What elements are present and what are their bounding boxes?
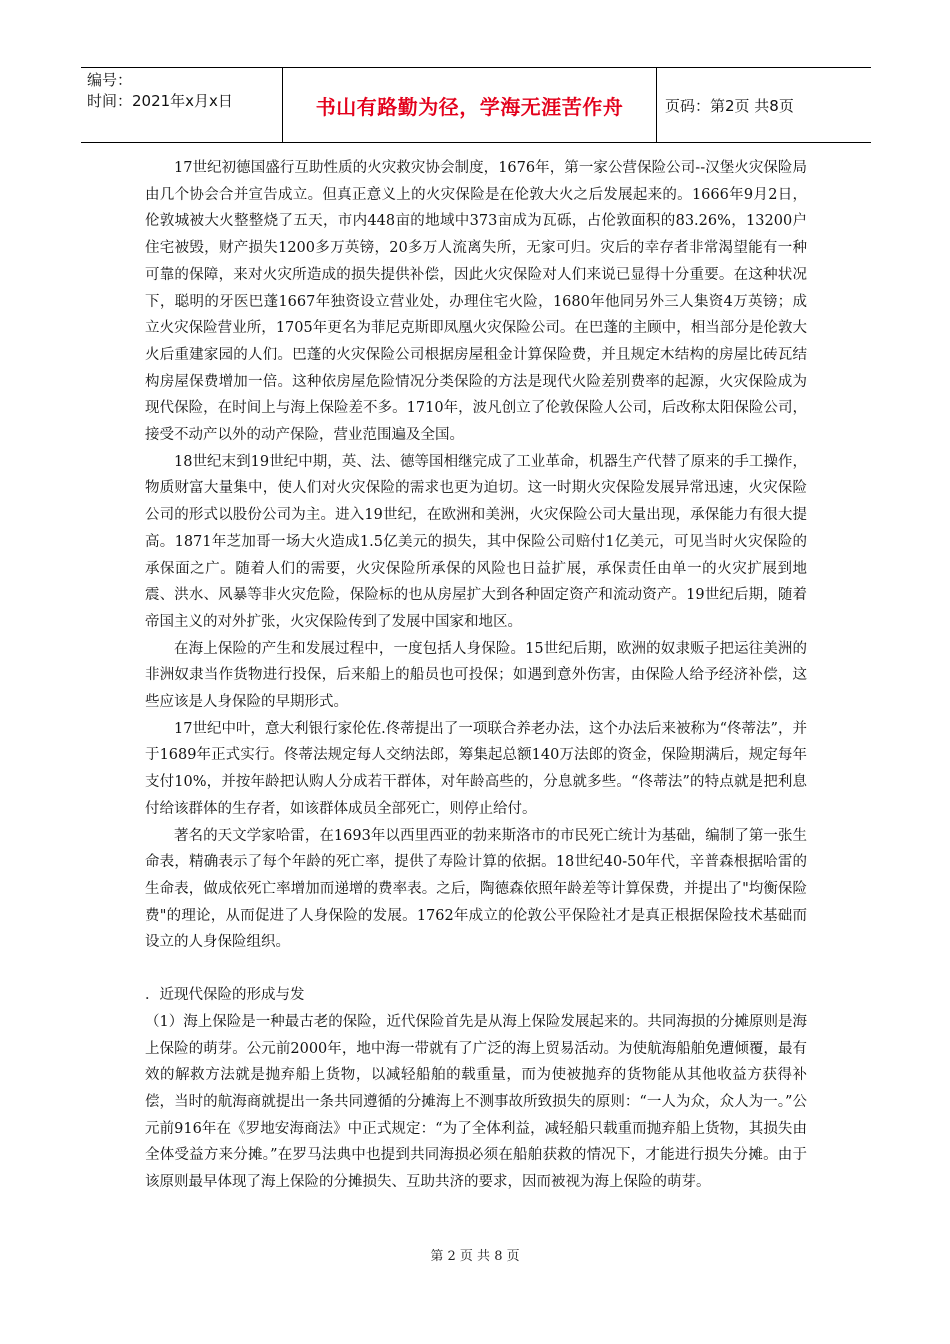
header-meta — [81, 68, 283, 142]
document-body — [145, 155, 807, 1196]
header-motto-cell — [283, 68, 657, 142]
paragraph-life-insurance-origin: 在海上保险的产生和发展过程中，一度包括人身保险。15世纪后期，欧洲的奴隶贩子把运往美洲的非洲奴隶当作货物进行投保，后来船上的船员也可投保；如遇到意外伤害，由保险人给予经济补偿，这些应该是人身保险的早期形式。 — [145, 640, 807, 711]
page-footer: 第 2 页 共 8 页 — [430, 1249, 520, 1264]
page-header — [81, 67, 871, 143]
document-time-label: 时间：2021年x月x日 — [87, 92, 233, 110]
paragraph-marine-insurance: （1）海上保险是一种最古老的保险，近代保险首先是从海上保险发展起来的。共同海损的分摊原则是海上保险的萌芽。公元前2000年，地中海一带就有了广泛的海上贸易活动。为使航海船舶免遭倾覆，最有效的解救方法就是抛弃船上货物，以减轻船舶的载重量，而为使被抛弃的货物能从其他收益方获得补偿，当时的航海商就提出一条共同遵循的分摊海上不测事故所致损失的原则：“一人为众，众人为一。”公元前916年在《罗地安海商法》中正式规定：“为了全体利益，减轻船只载重而抛弃船上货物，其损失由全体受益方来分摊。”在罗马法典中也提到共同海损必须在船舶获救的情况下，才能进行损失分摊。由于该原则最早体现了海上保险的分摊损失、互助共济的要求，因而被视为海上保险的萌芽。 — [145, 1013, 807, 1191]
paragraph-fire-insurance-origin: 17世纪初德国盛行互助性质的火灾救灾协会制度，1676年，第一家公营保险公司--汉堡火灾保险局由几个协会合并宣告成立。但真正意义上的火灾保险是在伦敦大火之后发展起来的。1666年9月2日，伦敦城被大火整整烧了五天，市内448亩的地域中373亩成为瓦砾，占伦敦面积的83.26%，13200户住宅被毁，财产损失1200多万英镑，20多万人流离失所，无家可归。灾后的幸存者非常渴望能有一种可靠的保障，来对火灾所造成的损失提供补偿，因此火灾保险对人们来说已显得十分重要。在这种状况下，聪明的牙医巴蓬1667年独资设立营业处，办理住宅火险，1680年他同另外三人集资4万英镑；成立火灾保险营业所，1705年更名为菲尼克斯即凤凰火灾保险公司。在巴蓬的主顾中，相当部分是伦敦大火后重建家园的人们。巴蓬的火灾保险公司根据房屋租金计算保险费，并且规定木结构的房屋比砖瓦结构房屋保费增加一倍。这种依房屋危险情况分类保险的方法是现代火险差别费率的起源，火灾保险成为现代保险，在时间上与海上保险差不多。1710年，波凡创立了伦敦保险人公司，后改称太阳保险公司，接受不动产以外的动产保险，营业范围遍及全国。 — [145, 160, 807, 444]
header-page-info: 页码：第2页 共8页 — [665, 96, 794, 115]
header-motto: 书山有路勤为径，学海无涯苦作舟 — [315, 94, 624, 119]
section-spacer — [145, 956, 807, 982]
paragraph-tontine: 17世纪中叶，意大利银行家伦佐.佟蒂提出了一项联合养老办法，这个办法后来被称为“佟蒂法”，并于1689年正式实行。佟蒂法规定每人交纳法郎，筹集起总额140万法郎的资金，保险期满后，规定每年支付10%，并按年龄把认购人分成若干群体，对年龄高些的，分息就多些。“佟蒂法”的特点就是把利息付给该群体的生存者，如该群体成员全部死亡，则停止给付。 — [145, 720, 807, 817]
paragraph-halley-life-table: 著名的天文学家哈雷，在1693年以西里西亚的勃来斯洛市的市民死亡统计为基础，编制了第一张生命表，精确表示了每个年龄的死亡率，提供了寿险计算的依据。18世纪40-50年代，辛普森根据哈雷的生命表，做成依死亡率增加而递增的费率表。之后，陶德森依照年龄差等计算保费，并提出了"均衡保险费"的理论，从而促进了人身保险的发展。1762年成立的伦敦公平保险社才是真正根据保险技术基础而设立的人身保险组织。 — [145, 827, 807, 951]
paragraph-industrial-revolution: 18世纪末到19世纪中期，英、法、德等国相继完成了工业革命，机器生产代替了原来的手工操作，物质财富大量集中，使人们对火灾保险的需求也更为迫切。这一时期火灾保险发展异常迅速，火灾保险公司的形式以股份公司为主。进入19世纪，在欧洲和美洲，火灾保险公司大量出现，承保能力有很大提高。1871年芝加哥一场大火造成1.5亿美元的损失，其中保险公司赔付1亿美元，可见当时火灾保险的承保面之广。随着人们的需要，火灾保险所承保的风险也日益扩展，承保责任由单一的火灾扩展到地震、洪水、风暴等非火灾危险，保险标的也从房屋扩大到各种固定资产和流动资产。19世纪后期，随着帝国主义的对外扩张，火灾保险传到了发展中国家和地区。 — [145, 453, 807, 630]
section-heading: ．近现代保险的形成与发 — [145, 987, 305, 1004]
document-number-label: 编号： — [87, 71, 133, 89]
